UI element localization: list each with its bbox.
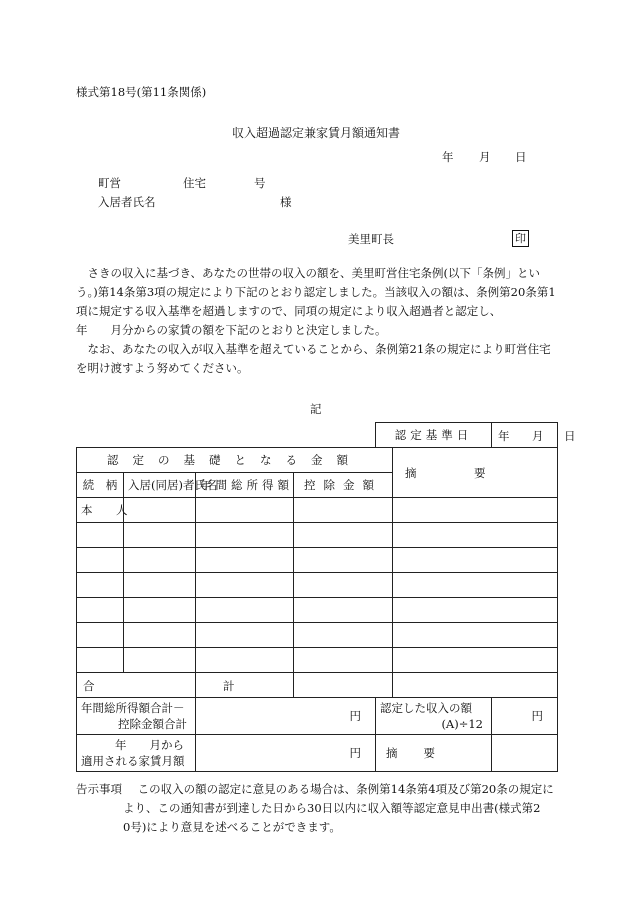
table-row (77, 573, 558, 598)
rent-remarks-value (492, 735, 558, 772)
summary2-label: 認定した収入の額 (A)÷12 (376, 698, 492, 735)
total-row (77, 673, 558, 698)
total-label: 合 計 (77, 673, 196, 698)
col-name: 入居(同居)者氏名 (124, 473, 196, 498)
notice-section (76, 780, 560, 837)
base-date-value: 年 月 日 (492, 423, 558, 448)
base-date-label: 認定基準日 (376, 423, 492, 448)
address-housing: 住宅 (183, 176, 206, 190)
col-relation: 続 柄 (77, 473, 124, 498)
col-income: 年間総所得額 (196, 473, 294, 498)
resident-honorific: 様 (280, 195, 292, 209)
summary1-yen: 円 (196, 698, 376, 735)
address-number: 号 (254, 176, 266, 190)
notice-line-1: この収入の額の認定に意見のある場合は、条例第14条第4項及び第20条の規定に (137, 782, 554, 796)
group-header-row (77, 448, 558, 473)
remarks-header: 摘 要 (393, 448, 558, 498)
row-relation-self: 本 人 (77, 498, 124, 523)
date-year: 年 (442, 150, 454, 164)
rent-remarks-label: 摘 要 (376, 735, 492, 772)
summary-row (77, 698, 558, 735)
income-table (76, 422, 576, 772)
table-row (77, 548, 558, 573)
summary1-label: 年間総所得額合計－ 控除金額合計 (77, 698, 196, 735)
seal-mark (512, 230, 529, 247)
table-row (77, 623, 558, 648)
rent-label: 年 月から 適用される家賃月額 (77, 735, 196, 772)
notice-line-2: より、この通知書が到達した日から30日以内に収入額等認定意見申出書(様式第2 (123, 801, 541, 815)
document-title: 収入超過認定兼家賃月額通知書 (232, 126, 401, 140)
rent-yen: 円 (196, 735, 376, 772)
summary2-yen: 円 (492, 698, 558, 735)
ki-heading: 記 (310, 402, 322, 416)
date-month: 月 (479, 150, 491, 164)
table-row (77, 598, 558, 623)
body-paragraph-2: 年 月分からの家賃の額を下記のとおりと決定しました。 (76, 323, 387, 337)
notice-label: 告示事項 (76, 782, 122, 796)
notification-body (76, 264, 556, 378)
table-row (77, 523, 558, 548)
col-deduction: 控除金額 (294, 473, 393, 498)
base-date-row (77, 423, 558, 448)
group-header: 認定の基礎となる金額 (77, 448, 393, 473)
resident-name-label: 入居者氏名 (98, 195, 156, 209)
body-paragraph-1: さきの収入に基づき、あなたの世帯の収入の額を、美里町営住宅条例(以下「条例」という。)第14条第3項の規定により下記のとおり認定しました。当該収入の額は、条例第20条第1項に規定する収入基準を超過しますので、同項の規定により収入超過者と認定し、 (76, 266, 556, 318)
table-row (77, 648, 558, 673)
rent-row (77, 735, 558, 772)
issuer-name: 美里町長 (348, 232, 394, 246)
address-town: 町営 (98, 176, 121, 190)
date-day: 日 (515, 150, 527, 164)
form-number: 様式第18号(第11条関係) (76, 85, 207, 99)
body-paragraph-3: なお、あなたの収入が収入基準を超えていることから、条例第21条の規定により町営住宅を明け渡すよう努めてください。 (76, 342, 551, 375)
seal-box: 印 (512, 230, 529, 247)
notice-line-3: 0号)により意見を述べることができます。 (123, 820, 341, 834)
table-row (77, 498, 558, 523)
